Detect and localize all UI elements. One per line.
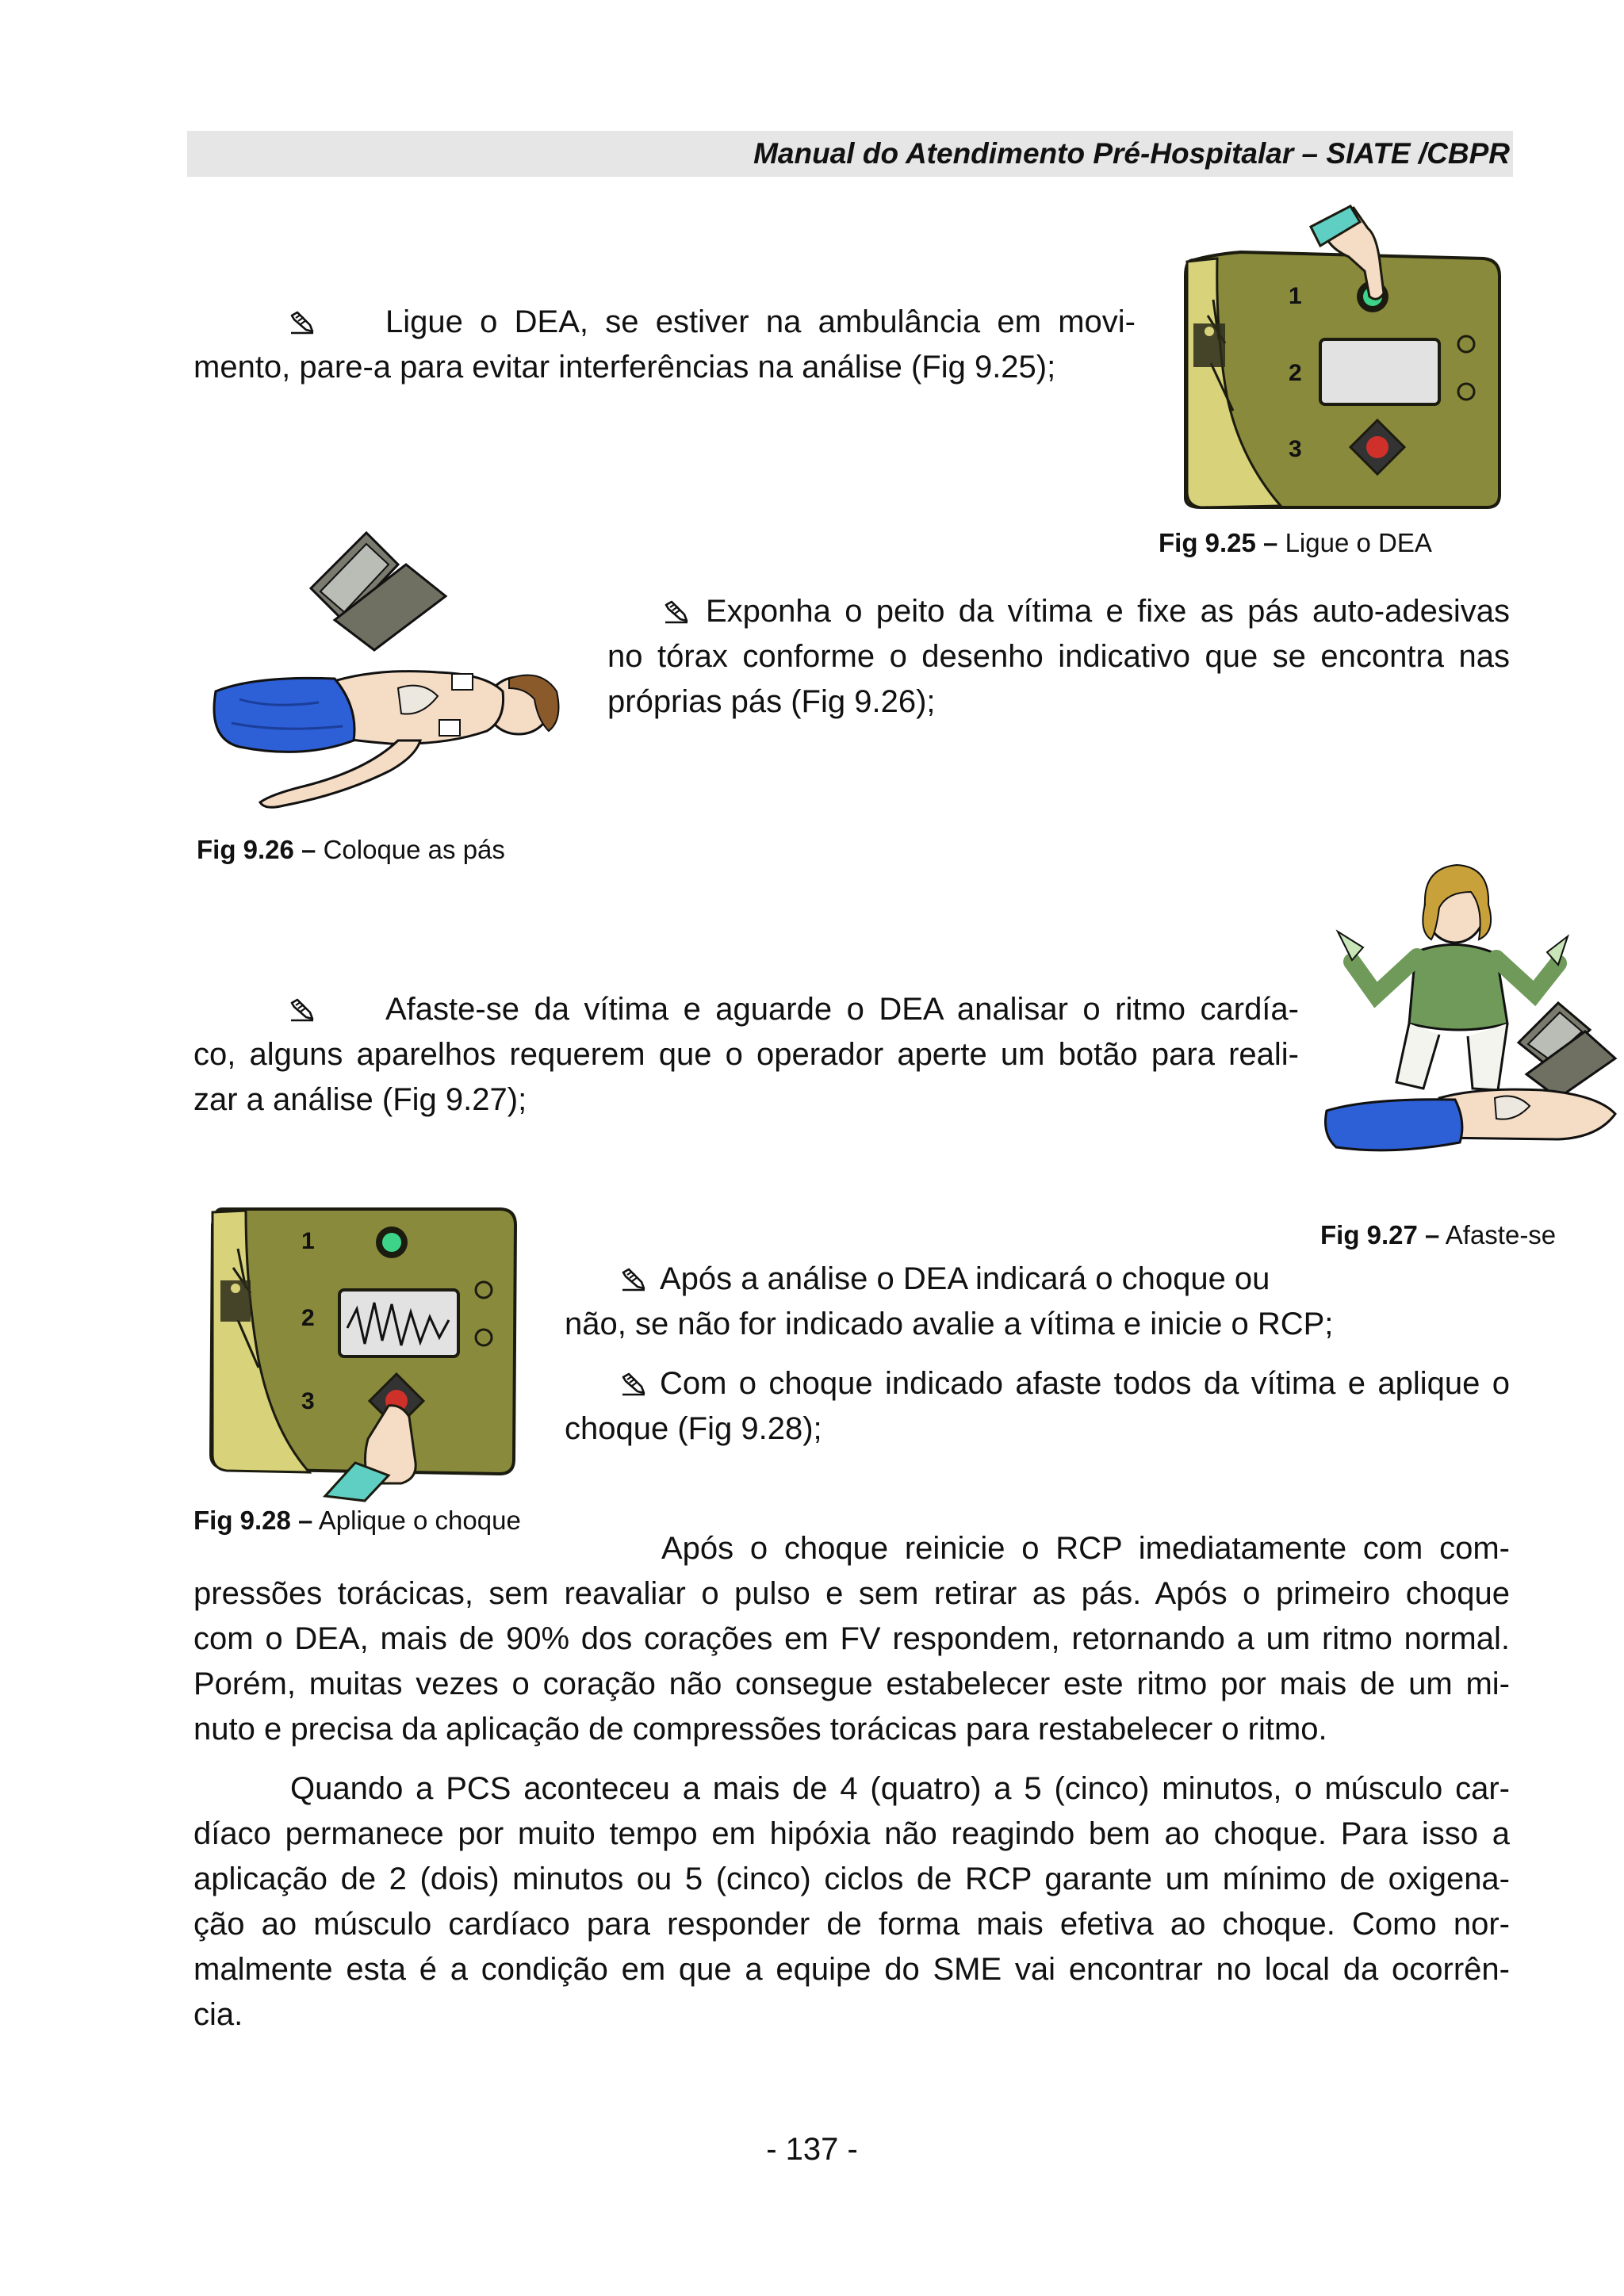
header-bar [187,131,1513,177]
hand-pointer-icon [620,1370,647,1397]
bullet-2-line-2: no tórax conforme o desenho indicativo que se encontra nas [607,639,1510,674]
paragraph-pcs-timing [193,1766,1510,2038]
figure-number: Fig 9.28 – [193,1506,313,1535]
paragraph-2-line-5: malmente esta é a condição em que a equipe do SME vai encontrar no local da ocorrên- [193,1952,1510,1987]
figure-caption-9-26 [197,834,505,866]
bullet-3-line-2: co, alguns aparelhos requerem que o operador aperte um botão para reali- [193,1037,1299,1072]
figure-caption-9-27 [1320,1219,1556,1251]
bullet-2-line-1: Exponha o peito da vítima e fixe as pás auto-adesivas [706,594,1510,629]
paragraph-1-line-1: Após o choque reinicie o RCP imediatamente com com- [661,1531,1510,1566]
paragraph-1-line-4: Porém, muitas vezes o coração não consegue estabelecer este ritmo por mais de um mi- [193,1667,1510,1701]
step-label-2: 2 [301,1305,315,1331]
paragraph-2-line-3: aplicação de 2 (dois) minutos ou 5 (cinco) ciclos de RCP garante um mínimo de oxigena- [193,1862,1510,1896]
paragraph-1-line-2: pressões torácicas, sem reavaliar o pulso e sem retirar as pás. Após o primeiro choque [193,1576,1510,1611]
paragraph-2-line-1: Quando a PCS aconteceu a mais de 4 (quatro) a 5 (cinco) minutos, o músculo car- [290,1771,1510,1806]
hand-pointer-icon [663,598,690,625]
paragraph-1-line-5: nuto e precisa da aplicação de compressões torácicas para restabelecer o ritmo. [193,1712,1327,1747]
bullet-item-4 [565,1257,1510,1347]
bullet-3-line-1: Afaste-se da vítima e aguarde o DEA analisar o ritmo cardía- [385,992,1299,1027]
step-label-2: 2 [1289,360,1302,386]
paragraph-1-line-3: com o DEA, mais de 90% dos corações em FV respondem, retornando a um ritmo normal. [193,1621,1510,1656]
paragraph-2-line-6: cia. [193,1997,243,2032]
header-title: Manual do Atendimento Pré-Hospitalar – SIATE /CBPR [753,137,1510,170]
hand-pointer-icon [289,996,316,1023]
bullet-2-line-3: próprias pás (Fig 9.26); [607,684,936,719]
paragraph-2-line-2: díaco permanece por muito tempo em hipóxia não reagindo bem ao choque. Para isso a [193,1816,1510,1851]
paragraph-after-shock [193,1526,1510,1752]
bullet-4-line-2: não, se não for indicado avalie a vítima e inicie o RCP; [565,1307,1334,1341]
bullet-item-5 [565,1361,1510,1452]
figure-aed-shock [198,1201,523,1502]
bullet-5-line-2: choque (Fig 9.28); [565,1411,822,1446]
paragraph-2-line-4: ção ao músculo cardíaco para responder de forma mais efetiva ao choque. Como nor- [193,1907,1510,1942]
figure-number: Fig 9.26 – [197,835,316,864]
page-number: - 137 - [766,2132,858,2167]
bullet-5-line-1: Com o choque indicado afaste todos da vítima e aplique o [660,1366,1510,1401]
figure-caption-9-25 [1159,527,1432,559]
figure-caption-text: Coloque as pás [323,835,505,864]
figure-aed-power-on [1170,205,1503,514]
step-label-3: 3 [1289,436,1302,462]
bullet-1-line-1: Ligue o DEA, se estiver na ambulância em movi- [385,304,1136,339]
figure-number: Fig 9.25 – [1159,528,1278,557]
bullet-item-3 [193,987,1299,1123]
figure-stand-clear [1320,860,1618,1217]
bullet-item-1 [193,300,1136,390]
figure-caption-text: Afaste-se [1445,1220,1557,1249]
step-label-3: 3 [301,1388,315,1414]
figure-number: Fig 9.27 – [1320,1220,1440,1249]
figure-victim-pads [208,533,573,834]
step-label-1: 1 [1289,283,1302,309]
hand-pointer-icon [620,1265,647,1292]
step-label-1: 1 [301,1228,315,1254]
bullet-item-2 [607,589,1510,725]
figure-caption-text: Aplique o choque [318,1506,521,1535]
bullet-3-line-3: zar a análise (Fig 9.27); [193,1082,527,1117]
hand-pointer-icon [289,308,316,335]
bullet-1-line-2: mento, pare-a para evitar interferências na análise (Fig 9.25); [193,350,1056,385]
bullet-4-line-1: Após a análise o DEA indicará o choque ou [660,1261,1270,1296]
figure-caption-text: Ligue o DEA [1285,528,1432,557]
